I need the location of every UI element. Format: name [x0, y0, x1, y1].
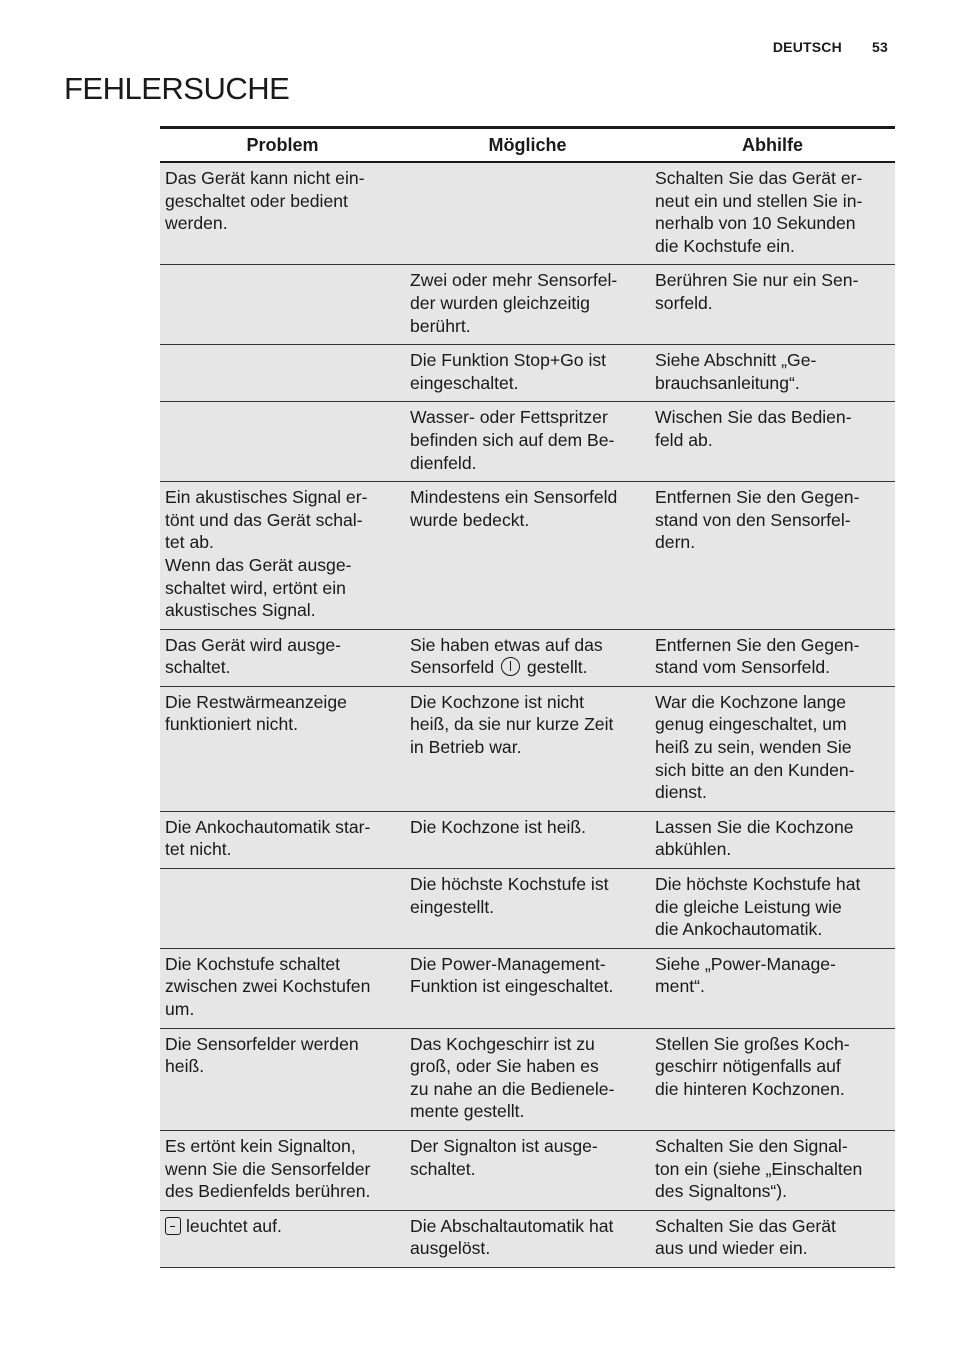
table-row [160, 686, 895, 811]
table-row [160, 265, 895, 345]
remedy-cell: Schalten Sie das Gerät aus und wieder ein. [650, 1210, 895, 1267]
remedy-cell: Siehe „Power-Manage- ment“. [650, 948, 895, 1028]
remedy-cell: Siehe Abschnitt „Ge- brauchsanleitung“. [650, 345, 895, 402]
cause-cell: Die Abschaltautomatik hat ausgelöst. [405, 1210, 650, 1267]
table-row [160, 1028, 895, 1130]
cause-cell [405, 629, 650, 686]
on-off-sensor-icon [501, 657, 520, 676]
page-header [773, 39, 888, 55]
cause-text: gestellt. [526, 657, 588, 678]
cause-cell: Wasser- oder Fettspritzer befinden sich auf dem Be- dienfeld. [405, 402, 650, 482]
remedy-cell: Stellen Sie großes Koch- geschirr nötigenfalls auf die hinteren Kochzonen. [650, 1028, 895, 1130]
cause-cell: Die Power-Management- Funktion ist eingeschaltet. [405, 948, 650, 1028]
column-header-cause: Mögliche [405, 128, 650, 163]
cause-cell [405, 162, 650, 265]
remedy-cell: Lassen Sie die Kochzone abkühlen. [650, 811, 895, 868]
table-row [160, 1130, 895, 1210]
table-row [160, 869, 895, 949]
table-row [160, 482, 895, 630]
troubleshooting-table [160, 126, 895, 1268]
problem-cell: Das Gerät wird ausge- schaltet. [160, 629, 405, 686]
problem-cell: Die Ankochautomatik star- tet nicht. [160, 811, 405, 868]
cause-cell: Die höchste Kochstufe ist eingestellt. [405, 869, 650, 949]
minus-display-icon [165, 1217, 181, 1235]
remedy-cell: Schalten Sie den Signal- ton ein (siehe „Einschalten des Signaltons“). [650, 1130, 895, 1210]
table-row [160, 162, 895, 265]
cause-cell: Die Funktion Stop+Go ist eingeschaltet. [405, 345, 650, 402]
problem-text: leuchtet auf. [186, 1215, 282, 1236]
table-row [160, 629, 895, 686]
table-row [160, 345, 895, 402]
header-language: DEUTSCH [772, 39, 842, 55]
problem-cell [160, 345, 405, 402]
cause-cell: Das Kochgeschirr ist zu groß, oder Sie haben es zu nahe an die Bedienele- mente gestellt. [405, 1028, 650, 1130]
cause-cell: Die Kochzone ist heiß. [405, 811, 650, 868]
table-row [160, 811, 895, 868]
problem-cell: Die Sensorfelder werden heiß. [160, 1028, 405, 1130]
problem-cell: Es ertönt kein Signalton, wenn Sie die Sensorfelder des Bedienfelds berühren. [160, 1130, 405, 1210]
table-row [160, 402, 895, 482]
problem-cell [160, 869, 405, 949]
problem-cell: Das Gerät kann nicht ein- geschaltet oder bedient werden. [160, 162, 405, 265]
cause-cell: Der Signalton ist ausge- schaltet. [405, 1130, 650, 1210]
cause-cell: Mindestens ein Sensorfeld wurde bedeckt. [405, 482, 650, 630]
column-header-remedy: Abhilfe [650, 128, 895, 163]
problem-cell: Die Kochstufe schaltet zwischen zwei Kochstufen um. [160, 948, 405, 1028]
table-row [160, 948, 895, 1028]
remedy-cell: Berühren Sie nur ein Sen- sorfeld. [650, 265, 895, 345]
remedy-cell: Die höchste Kochstufe hat die gleiche Leistung wie die Ankochautomatik. [650, 869, 895, 949]
cause-cell: Zwei oder mehr Sensorfel- der wurden gleichzeitig berührt. [405, 265, 650, 345]
remedy-cell: Wischen Sie das Bedien- feld ab. [650, 402, 895, 482]
page-title: FEHLERSUCHE [64, 71, 290, 106]
page-number: 53 [872, 39, 888, 55]
remedy-cell: Entfernen Sie den Gegen- stand von den Sensorfel- dern. [650, 482, 895, 630]
column-header-problem: Problem [160, 128, 405, 163]
cause-cell: Die Kochzone ist nicht heiß, da sie nur kurze Zeit in Betrieb war. [405, 686, 650, 811]
problem-cell: Die Restwärmeanzeige funktioniert nicht. [160, 686, 405, 811]
problem-cell [160, 265, 405, 345]
cause-text: Sie haben etwas auf das Sensorfeld [410, 634, 603, 678]
remedy-cell: Schalten Sie das Gerät er- neut ein und stellen Sie in- nerhalb von 10 Sekunden die Kochstufe ein. [650, 162, 895, 265]
problem-cell [160, 1210, 405, 1267]
remedy-cell: War die Kochzone lange genug eingeschaltet, um heiß zu sein, wenden Sie sich bitte an den Kunden- dienst. [650, 686, 895, 811]
problem-cell [160, 402, 405, 482]
header-row [160, 128, 895, 163]
problem-cell: Ein akustisches Signal er- tönt und das Gerät schal- tet ab. Wenn das Gerät ausge- schaltet wird, ertönt ein akustisches Signal. [160, 482, 405, 630]
remedy-cell: Entfernen Sie den Gegen- stand vom Sensorfeld. [650, 629, 895, 686]
table-body [160, 162, 895, 1267]
table-row [160, 1210, 895, 1267]
table-header [160, 128, 895, 163]
